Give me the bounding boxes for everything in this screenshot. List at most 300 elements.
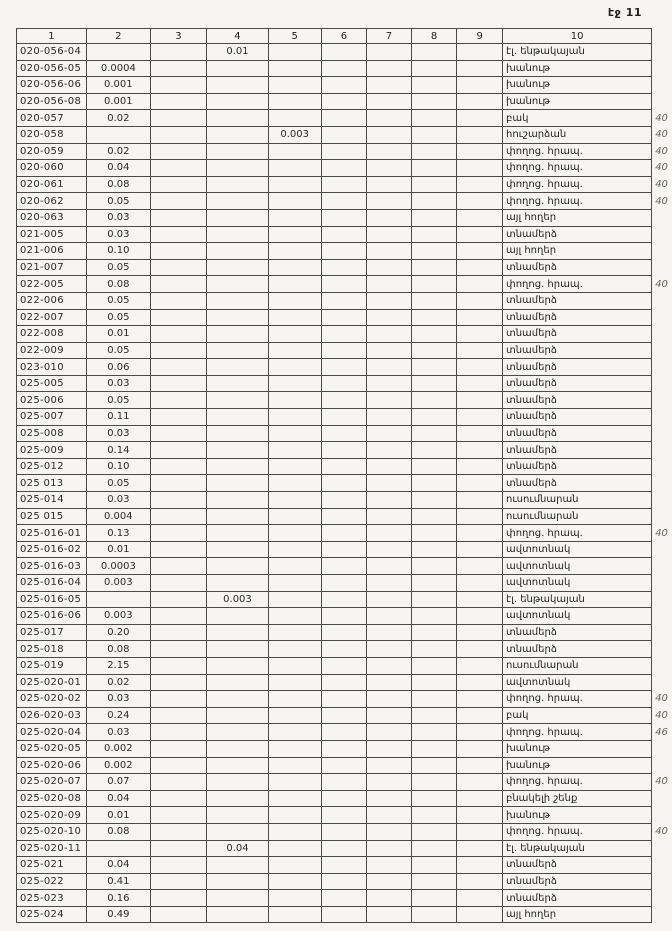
table-cell [150, 276, 206, 293]
table-cell [457, 425, 503, 442]
table-row [17, 873, 672, 890]
table-cell [367, 93, 412, 110]
table-cell: փողոց. հրապ. [502, 525, 651, 542]
table-cell: 0.04 [86, 160, 150, 177]
margin-note: 40 [655, 195, 668, 207]
table-cell [150, 857, 206, 874]
table-row [17, 691, 672, 708]
table-cell: 0.002 [86, 757, 150, 774]
table-cell: տնամերձ [502, 326, 651, 343]
table-cell: 025-021 [17, 857, 87, 874]
table-row [17, 890, 672, 907]
table-cell [457, 342, 503, 359]
table-cell [268, 525, 321, 542]
table-cell: 025-016-04 [17, 575, 87, 592]
table-cell: 0.03 [86, 226, 150, 243]
table-cell: բակ [502, 707, 651, 724]
table-cell [411, 60, 457, 77]
table-cell [268, 906, 321, 923]
margin-note [652, 442, 672, 459]
table-cell [367, 492, 412, 509]
table-cell [321, 873, 367, 890]
table-cell [367, 409, 412, 426]
table-cell [150, 44, 206, 61]
table-cell [207, 292, 269, 309]
table-cell [207, 674, 269, 691]
table-cell: 0.001 [86, 93, 150, 110]
table-cell [207, 724, 269, 741]
table-cell [411, 691, 457, 708]
table-cell [150, 77, 206, 94]
table-cell [321, 458, 367, 475]
table-cell: փողոց. հրապ. [502, 724, 651, 741]
table-cell [150, 890, 206, 907]
margin-note: 40 [655, 129, 668, 141]
table-cell [207, 309, 269, 326]
margin-note: 40 [655, 693, 668, 705]
table-cell [367, 624, 412, 641]
table-row [17, 342, 672, 359]
table-cell [207, 93, 269, 110]
table-cell [268, 326, 321, 343]
table-cell: 0.004 [86, 508, 150, 525]
table-cell: 021-005 [17, 226, 87, 243]
table-cell [457, 276, 503, 293]
table-cell [321, 541, 367, 558]
table-row [17, 740, 672, 757]
table-cell: 022-005 [17, 276, 87, 293]
table-row [17, 906, 672, 923]
table-cell [268, 823, 321, 840]
table-cell [457, 176, 503, 193]
table-cell [150, 143, 206, 160]
table-cell: 025-016-03 [17, 558, 87, 575]
table-cell [268, 359, 321, 376]
table-row [17, 757, 672, 774]
table-row [17, 44, 672, 61]
table-row [17, 774, 672, 791]
table-cell [321, 508, 367, 525]
table-cell [268, 309, 321, 326]
table-cell: 0.01 [86, 807, 150, 824]
margin-note [652, 93, 672, 110]
table-cell [268, 873, 321, 890]
table-cell [321, 492, 367, 509]
table-cell: փողոց. հրապ. [502, 193, 651, 210]
table-cell: 023-010 [17, 359, 87, 376]
table-cell [367, 807, 412, 824]
table-row [17, 93, 672, 110]
table-cell: տնամերձ [502, 292, 651, 309]
table-cell [321, 359, 367, 376]
table-cell: տնամերձ [502, 359, 651, 376]
table-cell [457, 525, 503, 542]
table-cell: հուշարձան [502, 126, 651, 143]
table-cell: 0.05 [86, 292, 150, 309]
table-cell: 020-059 [17, 143, 87, 160]
table-cell [268, 575, 321, 592]
table-cell [367, 375, 412, 392]
table-cell: 0.01 [207, 44, 269, 61]
margin-note [652, 757, 672, 774]
table-row [17, 193, 672, 210]
table-row [17, 276, 672, 293]
table-cell [457, 392, 503, 409]
table-cell [411, 226, 457, 243]
table-cell [150, 110, 206, 127]
margin-note-header [652, 29, 672, 44]
table-cell [457, 458, 503, 475]
table-cell: 2.15 [86, 657, 150, 674]
table-cell [150, 774, 206, 791]
table-cell [367, 176, 412, 193]
table-cell [321, 326, 367, 343]
table-row [17, 375, 672, 392]
table-cell [367, 143, 412, 160]
table-row [17, 807, 672, 824]
margin-note [652, 375, 672, 392]
table-cell [457, 608, 503, 625]
table-cell: 025-020-06 [17, 757, 87, 774]
table-cell [207, 276, 269, 293]
table-cell [367, 558, 412, 575]
table-cell [411, 608, 457, 625]
table-cell [457, 326, 503, 343]
table-cell [150, 126, 206, 143]
table-cell [150, 558, 206, 575]
table-cell [367, 657, 412, 674]
page-number: էջ 11 [607, 6, 642, 19]
table-cell [150, 641, 206, 658]
margin-note [652, 591, 672, 608]
table-cell [150, 409, 206, 426]
table-cell: ավտոտնակ [502, 608, 651, 625]
table-cell [207, 60, 269, 77]
table-cell [457, 624, 503, 641]
table-cell: 025-020-11 [17, 840, 87, 857]
table-cell [150, 259, 206, 276]
table-cell [207, 525, 269, 542]
table-cell: 0.04 [207, 840, 269, 857]
table-cell [207, 873, 269, 890]
table-cell: 0.0004 [86, 60, 150, 77]
table-cell [321, 409, 367, 426]
table-cell [321, 442, 367, 459]
table-cell [457, 807, 503, 824]
table-row [17, 110, 672, 127]
margin-note [652, 906, 672, 923]
margin-note [652, 60, 672, 77]
table-cell [207, 226, 269, 243]
table-cell [268, 608, 321, 625]
table-cell: 0.002 [86, 740, 150, 757]
table-cell [411, 425, 457, 442]
margin-note [652, 309, 672, 326]
table-cell [207, 243, 269, 260]
table-cell [457, 840, 503, 857]
table-cell [457, 309, 503, 326]
table-cell: փողոց. հրապ. [502, 774, 651, 791]
table-cell [367, 873, 412, 890]
table-cell [268, 259, 321, 276]
table-cell [411, 342, 457, 359]
table-cell [457, 774, 503, 791]
table-row [17, 458, 672, 475]
table-cell [321, 209, 367, 226]
table-cell [207, 757, 269, 774]
table-cell: 025-020-08 [17, 790, 87, 807]
column-header: 10 [502, 29, 651, 44]
table-cell [150, 292, 206, 309]
table-cell [321, 757, 367, 774]
table-cell: 0.05 [86, 309, 150, 326]
table-cell [411, 525, 457, 542]
table-cell [207, 77, 269, 94]
table-cell: տնամերձ [502, 392, 651, 409]
table-row [17, 209, 672, 226]
table-cell [367, 906, 412, 923]
table-cell [457, 93, 503, 110]
table-cell [268, 857, 321, 874]
table-cell [367, 193, 412, 210]
table-cell: 025-020-10 [17, 823, 87, 840]
table-row [17, 359, 672, 376]
table-cell [411, 93, 457, 110]
table-cell [268, 757, 321, 774]
table-cell [150, 193, 206, 210]
table-cell: բակ [502, 110, 651, 127]
table-cell [268, 176, 321, 193]
table-cell [411, 243, 457, 260]
table-cell: 022-006 [17, 292, 87, 309]
table-cell [207, 790, 269, 807]
table-cell [411, 492, 457, 509]
table-row [17, 508, 672, 525]
table-cell [411, 657, 457, 674]
table-cell [268, 409, 321, 426]
table-cell: տնամերձ [502, 309, 651, 326]
table-cell: 0.08 [86, 823, 150, 840]
table-cell [207, 807, 269, 824]
table-cell [150, 93, 206, 110]
table-cell [268, 342, 321, 359]
table-cell [367, 641, 412, 658]
margin-note [652, 359, 672, 376]
table-cell: 025 013 [17, 475, 87, 492]
table-cell [411, 757, 457, 774]
table-row [17, 160, 672, 177]
table-cell [321, 674, 367, 691]
column-header: 3 [150, 29, 206, 44]
table-cell [86, 126, 150, 143]
table-cell [321, 774, 367, 791]
table-cell [457, 757, 503, 774]
table-cell: 020-056-06 [17, 77, 87, 94]
table-cell: 0.11 [86, 409, 150, 426]
table-cell [150, 591, 206, 608]
table-cell [411, 326, 457, 343]
table-cell [321, 608, 367, 625]
table-cell [268, 790, 321, 807]
table-cell [367, 126, 412, 143]
table-cell: փողոց. հրապ. [502, 176, 651, 193]
table-cell [367, 823, 412, 840]
table-row [17, 857, 672, 874]
table-cell: 025-016-05 [17, 591, 87, 608]
table-cell [457, 492, 503, 509]
table-cell: 025-009 [17, 442, 87, 459]
margin-note: 40 [655, 776, 668, 788]
table-cell [457, 110, 503, 127]
table-cell: 0.20 [86, 624, 150, 641]
margin-note [652, 624, 672, 641]
table-cell: 025-005 [17, 375, 87, 392]
table-cell [411, 807, 457, 824]
table-cell [207, 740, 269, 757]
table-row [17, 790, 672, 807]
table-cell [207, 392, 269, 409]
table-cell [207, 425, 269, 442]
table-cell [457, 359, 503, 376]
table-cell: 0.05 [86, 259, 150, 276]
table-cell [457, 591, 503, 608]
table-cell [207, 110, 269, 127]
table-cell [411, 160, 457, 177]
table-cell [86, 840, 150, 857]
margin-note [652, 77, 672, 94]
table-cell [367, 392, 412, 409]
table-cell [411, 309, 457, 326]
table-cell: տնամերձ [502, 475, 651, 492]
table-cell: 0.04 [86, 790, 150, 807]
table-cell [321, 392, 367, 409]
table-cell [367, 724, 412, 741]
table-cell [321, 160, 367, 177]
table-cell [150, 724, 206, 741]
table-cell: 0.003 [207, 591, 269, 608]
table-cell: տնամերձ [502, 873, 651, 890]
table-cell [150, 160, 206, 177]
margin-note [652, 641, 672, 658]
table-cell [150, 674, 206, 691]
table-cell [150, 525, 206, 542]
table-cell [268, 243, 321, 260]
table-cell [321, 641, 367, 658]
table-cell [411, 906, 457, 923]
margin-note [652, 674, 672, 691]
table-cell [268, 840, 321, 857]
table-cell [411, 77, 457, 94]
table-cell [367, 44, 412, 61]
table-cell [268, 292, 321, 309]
table-cell: 0.13 [86, 525, 150, 542]
margin-note [652, 458, 672, 475]
table-cell [268, 707, 321, 724]
table-cell [207, 774, 269, 791]
table-cell [321, 93, 367, 110]
table-cell: 0.41 [86, 873, 150, 890]
table-cell: 0.02 [86, 674, 150, 691]
table-cell: խանութ [502, 93, 651, 110]
table-cell [207, 906, 269, 923]
table-cell [457, 740, 503, 757]
table-cell [150, 823, 206, 840]
table-row [17, 259, 672, 276]
table-cell [411, 558, 457, 575]
table-row [17, 425, 672, 442]
margin-note: 40 [655, 112, 668, 124]
table-cell: 022-009 [17, 342, 87, 359]
table-cell [268, 160, 321, 177]
table-cell [268, 143, 321, 160]
table-cell [411, 409, 457, 426]
table-cell [321, 857, 367, 874]
table-cell [207, 442, 269, 459]
table-cell [367, 591, 412, 608]
table-cell: 025-014 [17, 492, 87, 509]
table-cell [150, 492, 206, 509]
margin-note [652, 890, 672, 907]
table-cell [367, 674, 412, 691]
table-row [17, 575, 672, 592]
table-cell: 026-020-03 [17, 707, 87, 724]
table-cell: 025-020-09 [17, 807, 87, 824]
table-cell [207, 575, 269, 592]
margin-note: 40 [655, 162, 668, 174]
table-cell [411, 857, 457, 874]
table-cell [268, 541, 321, 558]
table-cell: 025-007 [17, 409, 87, 426]
table-cell [268, 60, 321, 77]
table-cell [411, 143, 457, 160]
margin-note [652, 657, 672, 674]
table-cell: փողոց. հրապ. [502, 160, 651, 177]
table-cell [411, 823, 457, 840]
margin-note [652, 425, 672, 442]
table-cell [367, 292, 412, 309]
table-cell: 0.001 [86, 77, 150, 94]
margin-note: 46 [655, 726, 668, 738]
margin-note [652, 541, 672, 558]
table-cell [150, 176, 206, 193]
table-row [17, 823, 672, 840]
table-cell: 0.08 [86, 176, 150, 193]
table-cell [367, 458, 412, 475]
table-row [17, 326, 672, 343]
table-cell [411, 276, 457, 293]
table-cell [321, 707, 367, 724]
table-cell [411, 44, 457, 61]
column-header: 2 [86, 29, 150, 44]
table-cell [268, 226, 321, 243]
table-cell [207, 160, 269, 177]
table-cell [321, 724, 367, 741]
table-cell: 021-006 [17, 243, 87, 260]
table-cell [321, 176, 367, 193]
table-cell [150, 757, 206, 774]
table-row [17, 624, 672, 641]
table-cell [268, 492, 321, 509]
table-row [17, 541, 672, 558]
table-cell [150, 873, 206, 890]
table-cell: ուսումնարան [502, 508, 651, 525]
table-cell: 020-056-04 [17, 44, 87, 61]
table-cell [150, 425, 206, 442]
table-cell [457, 409, 503, 426]
table-cell: 025-018 [17, 641, 87, 658]
table-cell [321, 906, 367, 923]
margin-note: 40 [655, 527, 668, 539]
